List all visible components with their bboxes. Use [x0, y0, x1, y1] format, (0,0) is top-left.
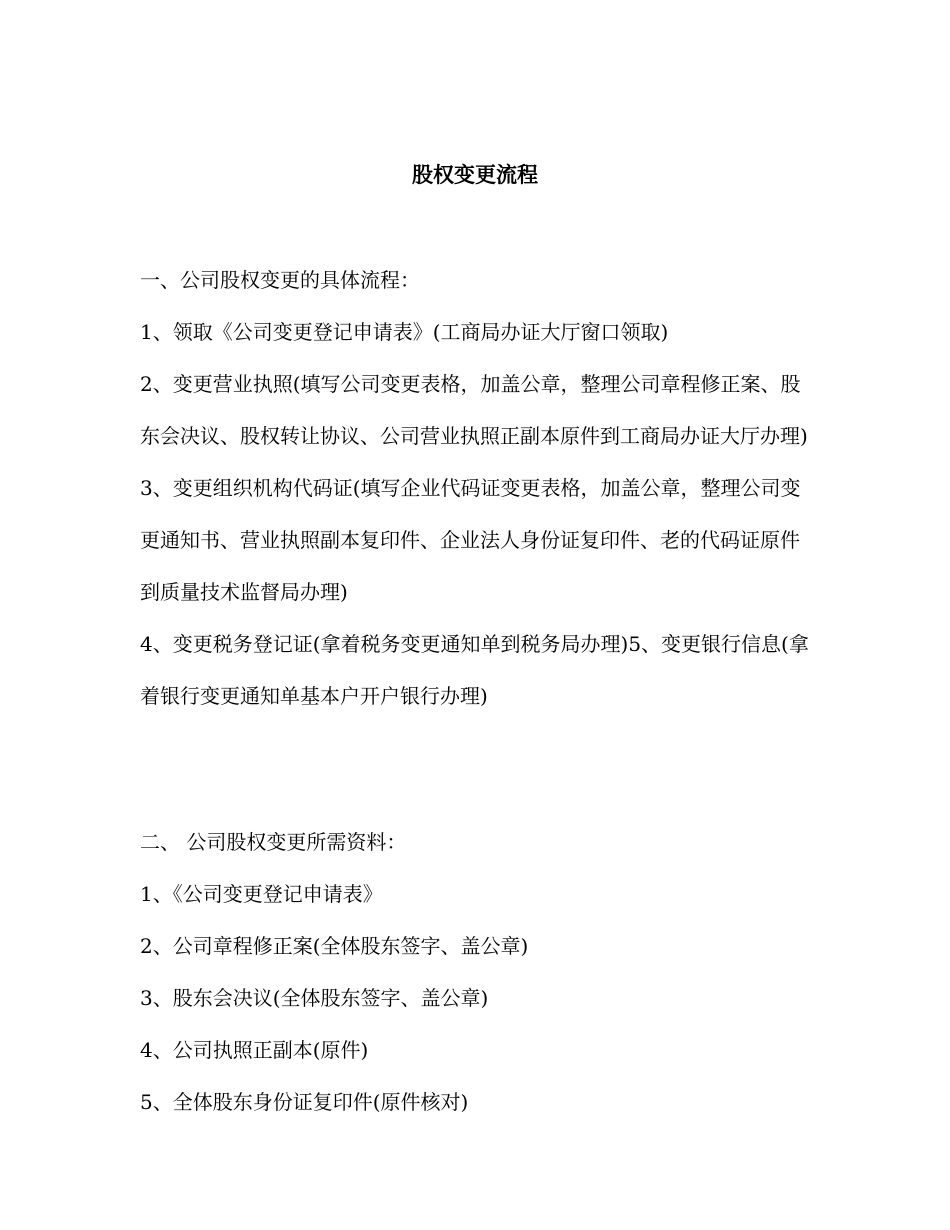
- list-item: 1、《公司变更登记申请表》: [140, 882, 383, 906]
- list-item: 3、变更组织机构代码证(填写企业代码证变更表格，加盖公章，整理公司变更通知书、营业执照副本复印件、企业法人身份证复印件、老的代码证原件到质量技术监督局办理): [140, 476, 801, 604]
- document-title: 股权变更流程: [412, 162, 538, 187]
- section-process: [140, 254, 814, 722]
- section-heading: 二、 公司股权变更所需资料：: [140, 830, 407, 854]
- list-item: 3、股东会决议(全体股东签字、盖公章): [140, 986, 489, 1010]
- list-item: 4、公司执照正副本(原件): [140, 1038, 369, 1062]
- section-materials: [140, 816, 814, 1128]
- list-item: 2、公司章程修正案(全体股东签字、盖公章): [140, 934, 529, 958]
- list-item: 2、变更营业执照(填写公司变更表格，加盖公章，整理公司章程修正案、股东会决议、股权转让协议、公司营业执照正副本原件到工商局办证大厅办理): [140, 372, 808, 448]
- section-heading: 一、公司股权变更的具体流程：: [140, 268, 420, 292]
- list-item: 5、全体股东身份证复印件(原件核对): [140, 1090, 469, 1114]
- list-item: 4、变更税务登记证(拿着税务变更通知单到税务局办理)5、变更银行信息(拿着银行变更通知单基本户开户银行办理): [140, 632, 809, 708]
- list-item: 1、领取《公司变更登记申请表》(工商局办证大厅窗口领取): [140, 320, 669, 344]
